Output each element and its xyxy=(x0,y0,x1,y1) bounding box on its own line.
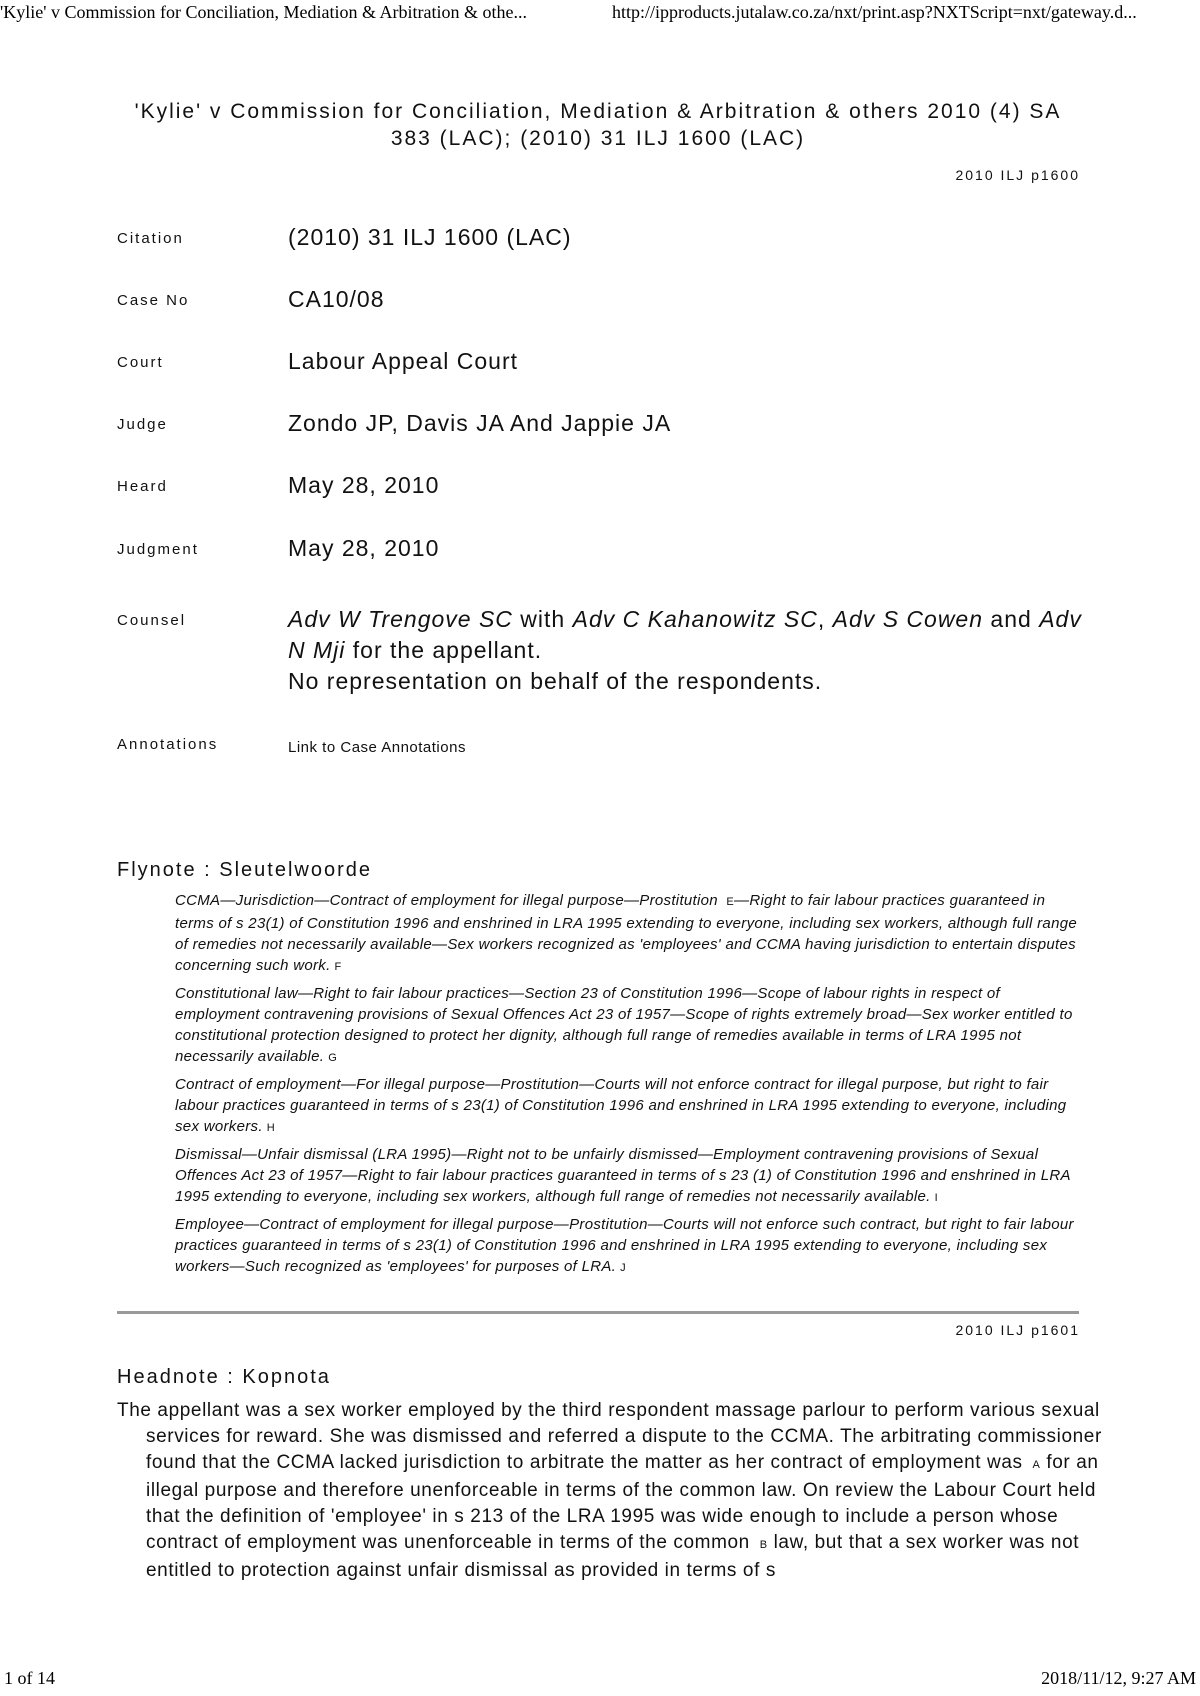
case-annotations-link[interactable]: Link to Case Annotations xyxy=(288,739,466,756)
counsel-joiner: , xyxy=(817,606,833,632)
print-header xyxy=(0,2,1200,26)
margin-letter: B xyxy=(759,1539,768,1551)
counsel-joiner: with xyxy=(512,606,573,632)
flynote-paragraph: Constitutional law—Right to fair labour practices—Section 23 of Constitution 1996—Scope of labour rights in respect of employment contravening provisions of Sexual Offences Act 23 of 1957—Scope of rights extremely broad—Sex worker entitled to constitutional protection designed to protect her dignity, although full range of remedies available in terms of LRA 1995 not necessarily available. G xyxy=(175,985,1073,1065)
flynote-list xyxy=(175,890,1080,1284)
flynote-heading: Flynote : Sleutelwoorde xyxy=(117,859,373,881)
case-no-label: Case No xyxy=(117,292,190,309)
margin-letter: A xyxy=(1032,1459,1041,1471)
judgment-label: Judgment xyxy=(117,541,199,558)
citation-label: Citation xyxy=(117,230,184,247)
margin-letter: E xyxy=(726,896,735,908)
margin-letter: F xyxy=(334,961,342,973)
judgment-value: May 28, 2010 xyxy=(288,535,440,561)
judge-label: Judge xyxy=(117,416,168,433)
heard-label: Heard xyxy=(117,478,168,495)
citation-value: (2010) 31 ILJ 1600 (LAC) xyxy=(288,224,572,250)
margin-letter: I xyxy=(934,1192,938,1204)
page-reference: 2010 ILJ p1601 xyxy=(955,1322,1080,1338)
heard-value: May 28, 2010 xyxy=(288,472,440,498)
flynote-paragraph: Dismissal—Unfair dismissal (LRA 1995)—Right not to be unfairly dismissed—Employment contravening provisions of Sexual Offences Act 23 of 1957—Right to fair labour practices guaranteed in terms of s 23 (1) of Constitution 1996 and enshrined in LRA 1995 extending to everyone, including sex workers, although full range of remedies not necessarily available. I xyxy=(175,1146,1071,1205)
counsel-joiner: for the appellant. xyxy=(345,637,543,663)
headnote-heading: Headnote : Kopnota xyxy=(117,1366,331,1388)
counsel-value xyxy=(288,604,1088,697)
margin-letter: J xyxy=(620,1262,626,1274)
flynote-paragraph: CCMA—Jurisdiction—Contract of employment for illegal purpose—Prostitution E—Right to fair labour practices guaranteed in terms of s 23(1) of Constitution 1996 and enshrined in LRA 1995 extending to everyone, including sex workers, although full range of remedies not necessarily available—Sex workers recognized as 'employees' and CCMA having jurisdiction to entertain disputes concerning such work. F xyxy=(175,892,1077,974)
margin-letter: G xyxy=(328,1052,338,1064)
case-no-value: CA10/08 xyxy=(288,286,385,312)
flynote-paragraph: Contract of employment—For illegal purpose—Prostitution—Courts will not enforce contract for illegal purpose, but right to fair labour practices guaranteed in terms of s 23(1) of Constitution 1996 and enshrined in LRA 1995 extending to everyone, including sex workers. H xyxy=(175,1076,1067,1135)
counsel-name: Adv C Kahanowitz SC xyxy=(572,606,818,632)
counsel-respondents-note: No representation on behalf of the respondents. xyxy=(288,668,823,694)
section-divider xyxy=(117,1311,1079,1314)
annotations-label: Annotations xyxy=(117,736,219,753)
print-header-url: http://ipproducts.jutalaw.co.za/nxt/print.asp?NXTScript=nxt/gateway.d... xyxy=(612,2,1137,22)
print-header-title: 'Kylie' v Commission for Conciliation, Mediation & Arbitration & othe... xyxy=(0,2,527,22)
counsel-joiner: and xyxy=(983,606,1040,632)
counsel-name: Adv S Cowen xyxy=(832,606,984,632)
margin-letter: H xyxy=(266,1122,276,1134)
page-reference: 2010 ILJ p1600 xyxy=(955,167,1080,183)
judge-value: Zondo JP, Davis JA And Jappie JA xyxy=(288,410,672,436)
print-timestamp: 2018/11/12, 9:27 AM xyxy=(1041,1668,1196,1688)
page-count: 1 of 14 xyxy=(4,1668,55,1688)
annotations-value xyxy=(288,732,1088,763)
print-footer xyxy=(0,1668,1200,1692)
document-title: 'Kylie' v Commission for Conciliation, Mediation & Arbitration & others 2010 (4) SA 383 (LAC); (2010) 31 ILJ 1600 (LAC) xyxy=(134,100,1062,150)
counsel-name: Adv W Trengove SC xyxy=(288,606,513,632)
flynote-paragraph: Employee—Contract of employment for illegal purpose—Prostitution—Courts will not enforce such contract, but right to fair labour practices guaranteed in terms of s 23(1) of Constitution 1996 and enshrined in LRA 1995 extending to everyone, including sex workers—Such recognized as 'employees' for purposes of LRA. J xyxy=(175,1216,1074,1275)
counsel-label: Counsel xyxy=(117,612,187,629)
court-value: Labour Appeal Court xyxy=(288,348,518,374)
headnote-paragraph: The appellant was a sex worker employed by the third respondent massage parlour to perform various sexual services for reward. She was dismissed and referred a dispute to the CCMA. The arbitrating commissioner found that the CCMA lacked jurisdiction to arbitrate the matter as her contract of employment was A for an illegal purpose and therefore unenforceable in terms of the common law. On review the Labour Court held that the definition of 'employee' in s 213 of the LRA 1995 was wide enough to include a person whose contract of employment was unenforceable in terms of the common B law, but that a sex worker was not entitled to protection against unfair dismissal as provided in terms of s xyxy=(117,1400,1102,1581)
court-label: Court xyxy=(117,354,164,371)
counsel-name: Adv N Mji xyxy=(288,606,1082,663)
